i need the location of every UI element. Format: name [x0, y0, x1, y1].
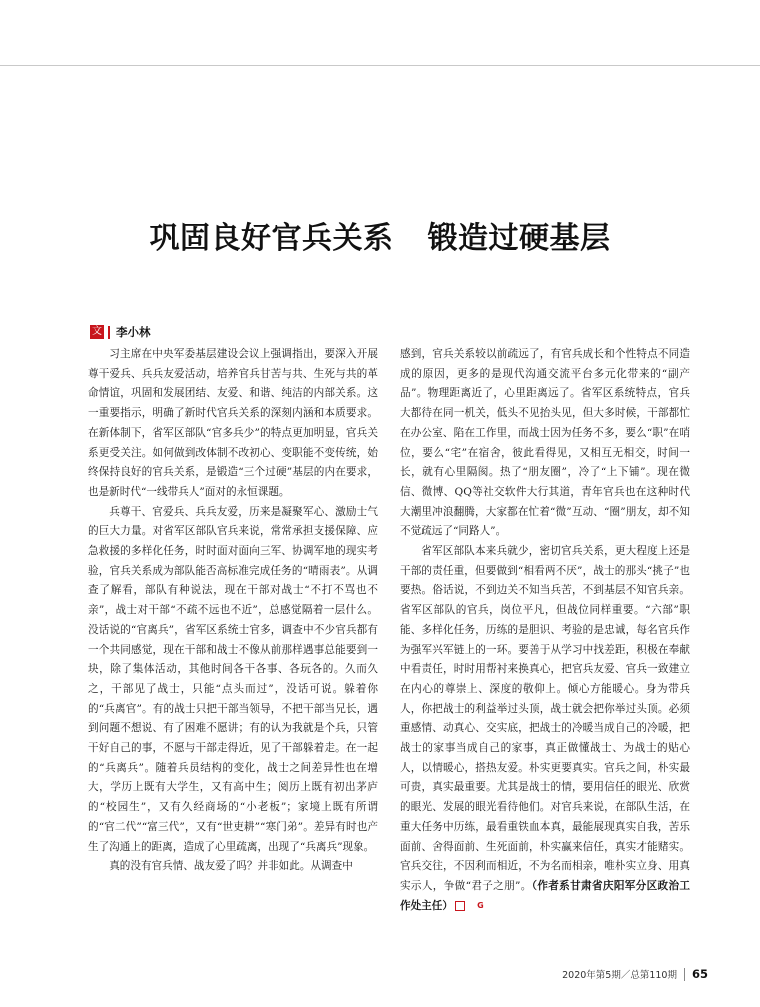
issue-info: 2020年第5期／总第110期	[562, 970, 677, 981]
article-left-column	[88, 345, 378, 877]
paragraph: 真的没有官兵情、战友爱了吗？并非如此。从调查中	[109, 860, 353, 873]
end-mark-icon: G	[455, 901, 465, 911]
paragraph: 习主席在中央军委基层建设会议上强调指出，要深入开展尊干爱兵、兵兵友爱活动，培养官兵甘苦与共、生死与共的革命情谊，巩固和发展团结、友爱、和谐、纯洁的内部关系。这一重要指示，明确了新时代官兵关系的深刻内涵和本质要求。在新体制下，省军区部队“官多兵少”的特点更加明显，官兵关系更受关注。如何做到改体制不改初心、变职能不变传统，始终保持良好的官兵关系，是锻造“三个过硬”基层的内在要求，也是新时代“一线带兵人”面对的永恒课题。	[88, 348, 378, 498]
footer-divider	[684, 968, 685, 981]
article-right-column	[400, 345, 690, 916]
page-footer	[562, 967, 708, 981]
paragraph: 兵尊干、官爱兵、兵兵友爱，历来是凝聚军心、激励士气的巨大力量。对省军区部队官兵来说，常常承担支援保障、应急救援的多样化任务，时时面对面向三军、协调军地的现实考验，官兵关系成为部队能否高标准完成任务的“晴雨表”。从调查了解看，部队有种说法，现在干部对战士“不打不骂也不亲”，战士对干部“不疏不远也不近”，总感觉隔着一层什么。没话说的“官离兵”，省军区系统士官多，调查中不少官兵都有一个共同感觉，现在干部和战士不像从前那样遇事总能要到一块，除了集体活动，其他时间各干各事、各玩各的。久而久之，干部见了战士，只能“点头而过”，没话可说。躲着你的“兵离官”。有的战士只把干部当领导，不把干部当兄长，遇到问题不想说、有了困难不愿讲；有的认为我就是个兵，只管干好自己的事，不愿与干部走得近，见了干部躲着走。在一起的“兵离兵”。随着兵员结构的变化，战士之间差异性也在增大，学历上既有大学生，又有高中生；阅历上既有初出茅庐的“校园生”，又有久经商场的“小老板”；家境上既有所谓的“官二代”“富三代”，又有“世吏耕”“寒门弟”。差异有时也产生了沟通上的距离，造成了心里疏离，出现了“兵离兵”现象。	[88, 505, 378, 853]
byline-divider	[108, 326, 110, 339]
article-title	[0, 213, 760, 257]
author-name: 李小林	[116, 325, 151, 339]
page-number: 65	[691, 967, 708, 981]
title-part-2: 锻造过硬基层	[427, 221, 611, 256]
header-rule	[0, 65, 760, 66]
paragraph-final	[400, 542, 690, 916]
byline-tag: 文	[92, 326, 102, 337]
paragraph: 感到，官兵关系较以前疏远了，有官兵成长和个性特点不同造成的原因，更多的是现代沟通交流平台多元化带来的“副产品”。物理距离近了，心里距离远了。省军区系统特点，官兵大都待在同一机关，低头不见抬头见，但大多时候，干部都忙在办公室、陷在工作里，而战士因为任务不多，要么“职”在哨位，要么“宅”在宿舍，彼此看得见，又相互无相交，时间一长，就有心里隔阂。热了“朋友圈”，冷了“上下铺”。现在微信、微博、QQ等社交软件大行其道，青年官兵也在这种时代大潮里冲浪翻腾，大家都在忙着“微”互动、“圈”朋友，却不知不觉疏远了“同路人”。	[400, 348, 690, 538]
paragraph-text: 省军区部队本来兵就少，密切官兵关系，更大程度上还是干部的责任重，但要做到“相看两不厌”，战士的那头“挑子”也要热。俗话说，不到边关不知当兵苦，不到基层不知官兵亲。省军区部队的官兵，岗位平凡，但战位同样重要。“六部”职能、多样化任务，历练的是胆识、考验的是忠诚，每名官兵作为强军兴军链上的一环。要善于从学习中找差距，积极在奉献中看责任，时时用帮衬来换真心，把官兵友爱、官兵一致建立在内心的尊崇上、深度的敬仰上。倾心方能暖心。身为带兵人，你把战士的利益举过头顶，战士就会把你举过头顶。必须重感情、动真心、交实底，把战士的冷暖当成自己的冷暖，把战士的家事当成自己的家事，真正做懂战士、为战士的贴心人，以情暖心，搭热友爱。朴实更要真实。官兵之间，朴实最可贵，真实最重要。尤其是战士的情，要用信任的眼光、欣赏的眼光、发展的眼光看待他们。对官兵来说，在部队生活，在重大任务中历练，最看重铁血本真，最能展现真实自我，苦乐面前、舍得面前、生死面前，朴实赢来信任，真实才能赌实。官兵交往，不因利而相近，不为名而相亲，唯朴实立身、用真实示人，争做“君子之朋”。	[400, 545, 690, 892]
title-part-1: 巩固良好官兵关系	[149, 221, 394, 256]
byline	[90, 325, 151, 339]
author-credit: （作者系甘肃省庆阳军分区政治工作处主任）	[400, 879, 690, 912]
